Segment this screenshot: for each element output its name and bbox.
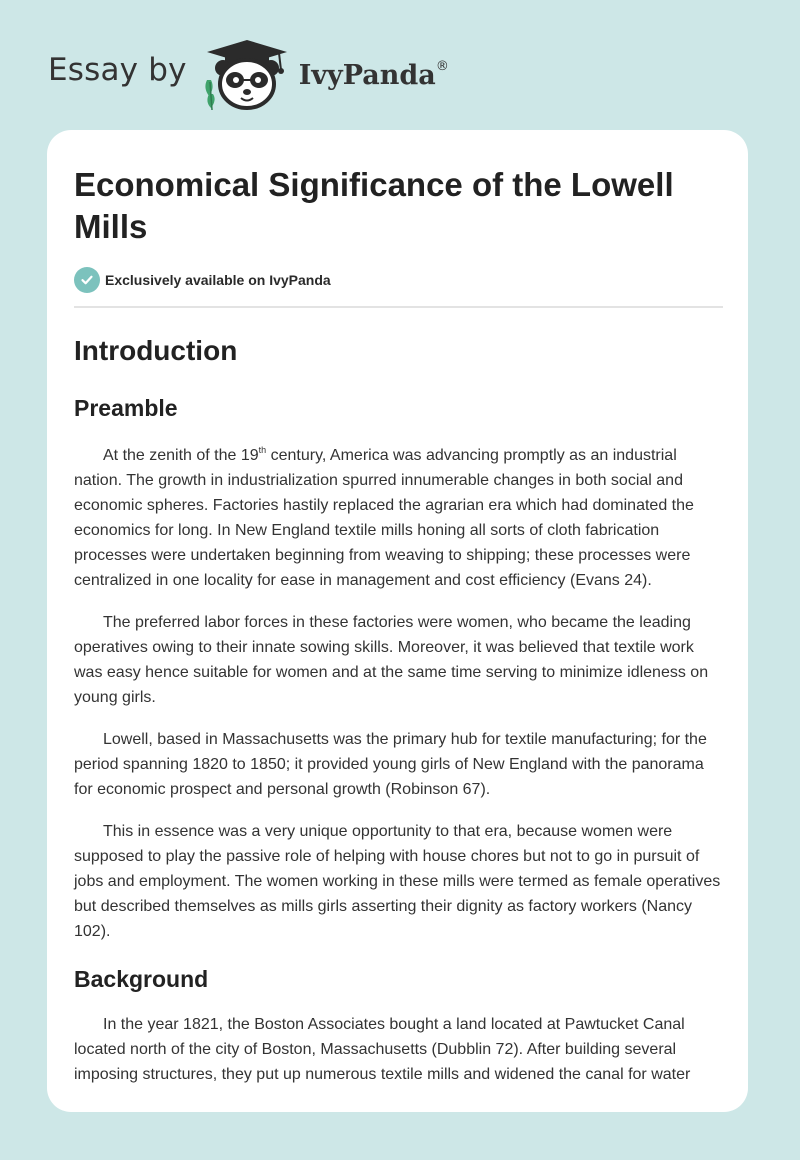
- check-circle-icon: [74, 267, 100, 293]
- brand-name[interactable]: IvyPanda®: [298, 59, 449, 91]
- subheading-background: Background: [74, 966, 209, 992]
- paragraph: The preferred labor forces in these factories were women, who became the leading operatives owing to their innate sowing skills. Moreover, it was believed that textile work was easy hence suitable for women and at the same time serving to minimize idleness on young girls.: [74, 614, 709, 706]
- essay-content: [74, 130, 723, 1087]
- panda-logo-icon[interactable]: [201, 36, 293, 112]
- paragraph: At the zenith of the 19th century, America was advancing promptly as an industrial nation. The growth in industrialization spurred innumerable changes in both social and economic spheres. Factories hastily replaced the agrarian era which had dominated the economics for long. In New England textile mills honing all sorts of cloth fabrication processes were undertaken beginning from weaving to shipping; these processes were centralized in one locality for ease in management and cost efficiency (Evans 24).: [74, 445, 694, 589]
- paragraph: Lowell, based in Massachusetts was the primary hub for textile manufacturing; for the period spanning 1820 to 1850; it provided young girls of New England with the panorama for economic prospect and personal growth (Robinson 67).: [74, 731, 707, 798]
- paragraph: In the year 1821, the Boston Associates bought a land located at Pawtucket Canal located north of the city of Boston, Massachusetts (Dubblin 72). After building several imposing structures, they put up numerous textile mills and widened the canal for water: [74, 1016, 691, 1083]
- subheading-preamble: Preamble: [74, 395, 178, 421]
- essay-card: [47, 130, 748, 1112]
- exclusive-badge-text: Exclusively available on IvyPanda: [105, 272, 331, 288]
- section-heading-introduction: Introduction: [74, 335, 238, 366]
- paragraph: This in essence was a very unique opportunity to that era, because women were supposed to play the passive role of helping with house chores but not to go in pursuit of jobs and employment. The women working in these mills were termed as female operatives but described themselves as mills girls asserting their dignity as factory workers (Nancy 102).: [74, 823, 721, 940]
- exclusive-badge: [74, 267, 723, 293]
- essay-by-label: Essay by: [48, 52, 187, 88]
- registered-mark: ®: [435, 59, 449, 74]
- divider: [74, 306, 723, 308]
- page-title: Economical Significance of the Lowell Mills: [74, 166, 674, 245]
- site-header: [48, 34, 449, 114]
